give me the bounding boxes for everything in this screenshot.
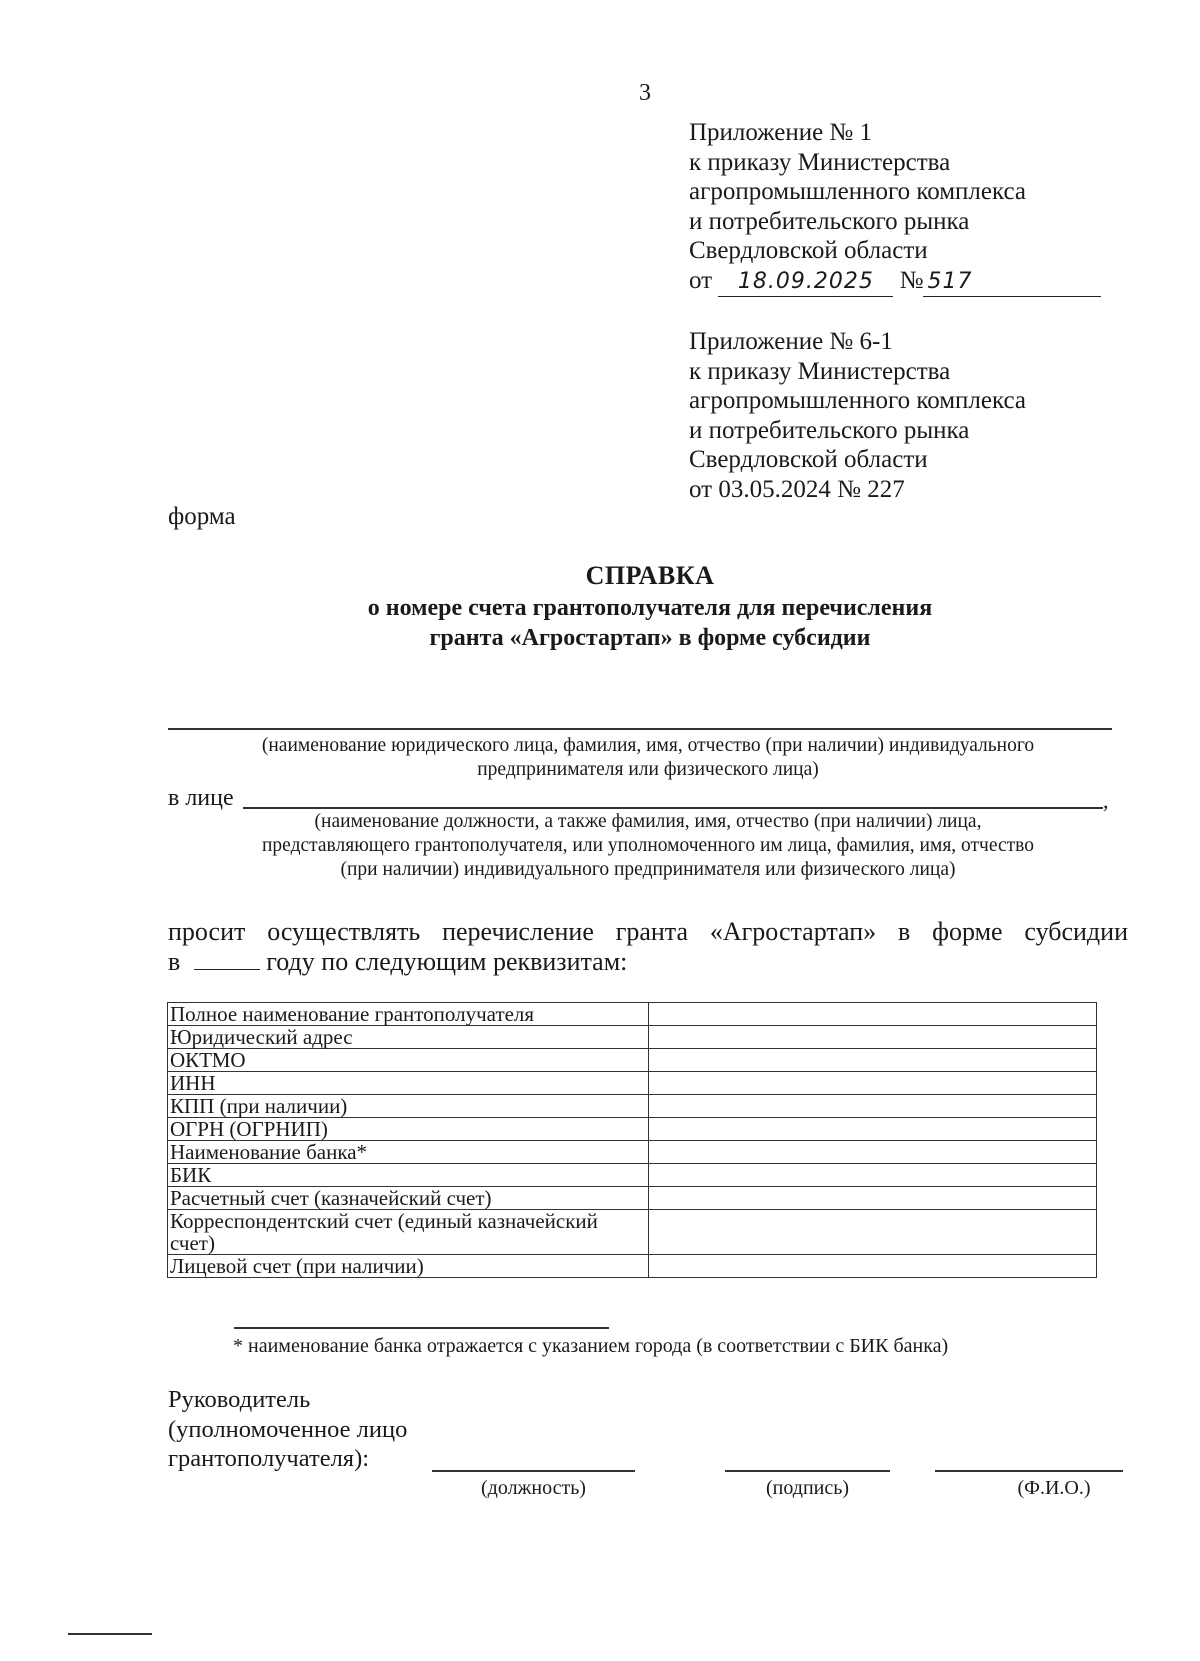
row-value-cell[interactable] <box>649 1255 1097 1278</box>
appendix-2-line: от 03.05.2024 № 227 <box>689 475 905 503</box>
caption-line: (наименование должности, а также фамилия, имя, отчество (при наличии) лица, <box>314 811 982 832</box>
row-label: Полное наименование грантополучателя <box>168 1003 649 1026</box>
table-row <box>168 1255 1097 1278</box>
appendix-1-line: к приказу Министерства <box>689 148 951 176</box>
row-label: ИНН <box>168 1072 649 1095</box>
subtitle-line: гранта «Агростартап» в форме субсидии <box>429 625 871 651</box>
request-text-line2 <box>168 947 627 977</box>
row-label: ОГРН (ОГРНИП) <box>168 1118 649 1141</box>
row-value-cell[interactable] <box>649 1003 1097 1026</box>
caption-line: (при наличии) индивидуального предпринимателя или физического лица) <box>340 859 956 880</box>
position-blank-line[interactable] <box>432 1470 635 1472</box>
table-row <box>168 1164 1097 1187</box>
from-prefix: от <box>689 266 713 294</box>
grantee-name-caption <box>168 734 1128 782</box>
row-value-cell[interactable] <box>649 1118 1097 1141</box>
appendix-1-line: Свердловской области <box>689 237 928 264</box>
row-value-cell[interactable] <box>649 1187 1097 1210</box>
position-caption: (должность) <box>481 1477 586 1499</box>
subtitle-line: о номере счета грантополучателя для перечисления <box>367 595 933 621</box>
table-row <box>168 1049 1097 1072</box>
table-row <box>168 1187 1097 1210</box>
row-label: Лицевой счет (при наличии) <box>168 1255 649 1278</box>
table-row <box>168 1118 1097 1141</box>
year-blank[interactable] <box>194 947 260 970</box>
appendix-2-line: агропромышленного комплекса <box>689 387 1027 414</box>
comma: , <box>1103 788 1109 813</box>
row-value-cell[interactable] <box>649 1072 1097 1095</box>
appendix-1-line: Приложение № 1 <box>689 119 873 146</box>
form-label: форма <box>168 503 236 530</box>
request-text-line1: просит осуществлять перечисление гранта «Агростартап» в форме субсидии <box>168 917 1128 946</box>
row-label: Расчетный счет (казначейский счет) <box>168 1187 649 1210</box>
document-subtitle <box>160 593 1140 653</box>
appendix-1-line: агропромышленного комплекса <box>689 178 1027 205</box>
full-name-caption: (Ф.И.О.) <box>1017 1477 1091 1499</box>
footnote-separator <box>234 1327 609 1329</box>
row-value-cell[interactable] <box>649 1026 1097 1049</box>
row-value-cell[interactable] <box>649 1049 1097 1072</box>
signatory-line: (уполномоченное лицо <box>168 1415 408 1443</box>
grantee-name-blank-line[interactable] <box>168 728 1112 730</box>
appendix-1-date-line <box>689 266 1169 298</box>
row-label: Корреспондентский счет (единый казначейский счет) <box>168 1210 649 1255</box>
row-label: БИК <box>168 1164 649 1187</box>
request-prefix: в <box>168 947 181 976</box>
footnote: * наименование банка отражается с указанием города (в соответствии с БИК банка) <box>233 1335 949 1357</box>
caption-line: предпринимателя или физического лица) <box>477 759 819 780</box>
request-suffix: году по следующим реквизитам: <box>266 947 628 976</box>
appendix-2-line: и потребительского рынка <box>689 416 970 444</box>
appendix-1-block <box>689 118 1169 297</box>
appendix-2-line: Свердловской области <box>689 446 928 473</box>
number-prefix: № <box>899 266 924 294</box>
page-corner-mark <box>68 1633 152 1635</box>
signatory-label <box>168 1385 407 1474</box>
row-value-cell[interactable] <box>649 1095 1097 1118</box>
signature-blank-line[interactable] <box>725 1470 890 1472</box>
requisites-table <box>167 1002 1097 1278</box>
table-row <box>168 1210 1097 1255</box>
table-row <box>168 1095 1097 1118</box>
signatory-line: Руководитель <box>168 1386 311 1413</box>
appendix-2-line: к приказу Министерства <box>689 357 951 385</box>
handwritten-number: 517 <box>923 267 1101 298</box>
appendix-2-block <box>689 327 1169 504</box>
in-person-label: в лице <box>168 785 234 811</box>
row-label: Юридический адрес <box>168 1026 649 1049</box>
signature-caption: (подпись) <box>765 1477 850 1499</box>
row-value-cell[interactable] <box>649 1210 1097 1255</box>
page-number: 3 <box>639 80 651 106</box>
table-row <box>168 1026 1097 1049</box>
row-label: Наименование банка* <box>168 1141 649 1164</box>
row-value-cell[interactable] <box>649 1141 1097 1164</box>
table-row <box>168 1072 1097 1095</box>
handwritten-date: 18.09.2025 <box>718 267 893 298</box>
table-row <box>168 1003 1097 1026</box>
row-label: ОКТМО <box>168 1049 649 1072</box>
appendix-1-line: и потребительского рынка <box>689 207 970 235</box>
row-value-cell[interactable] <box>649 1164 1097 1187</box>
table-row <box>168 1141 1097 1164</box>
signatory-line: грантополучателя): <box>168 1445 370 1472</box>
row-label: КПП (при наличии) <box>168 1095 649 1118</box>
representative-caption <box>168 810 1128 882</box>
full-name-blank-line[interactable] <box>935 1470 1123 1472</box>
document-title: СПРАВКА <box>585 561 715 590</box>
caption-line: (наименование юридического лица, фамилия, имя, отчество (при наличии) индивидуального <box>261 735 1035 756</box>
representative-blank-line[interactable] <box>243 807 1103 809</box>
appendix-2-line: Приложение № 6-1 <box>689 328 893 355</box>
caption-line: представляющего грантополучателя, или уполномоченного им лица, фамилия, имя, отчество <box>261 835 1035 856</box>
